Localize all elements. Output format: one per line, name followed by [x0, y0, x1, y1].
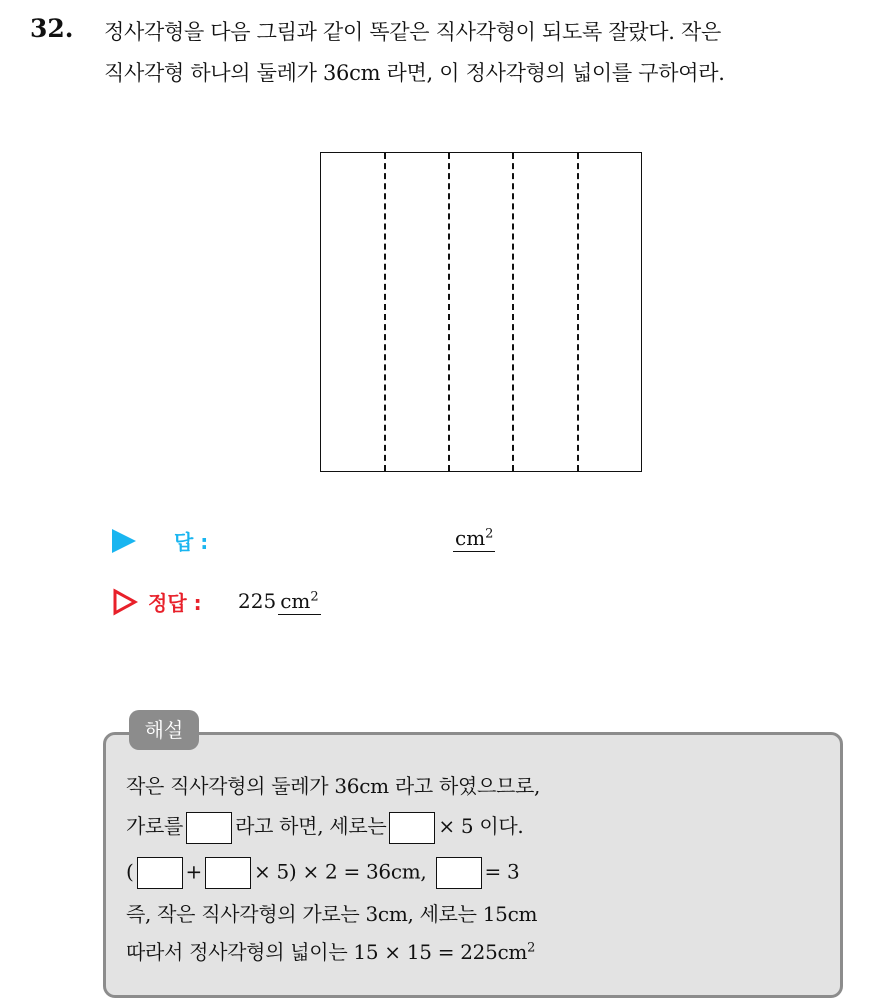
- cut-line-1: [384, 153, 386, 471]
- blank-box: [137, 857, 183, 889]
- blank-box: [389, 812, 435, 844]
- solution-line-2: 가로를 라고 하면, 세로는 × 5 이다.: [126, 810, 523, 844]
- outline-triangle-icon: [112, 588, 138, 616]
- answer-unit[interactable]: $cm^2$: [455, 526, 494, 550]
- solution-line-4: 즉, 작은 직사각형의 가로는 3cm, 세로는 15cm: [126, 902, 538, 926]
- cut-line-4: [577, 153, 579, 471]
- answer-label: 답 :: [174, 530, 209, 554]
- correct-answer-label: 정답 :: [148, 591, 202, 615]
- blank-box: [205, 857, 251, 889]
- cut-line-3: [512, 153, 514, 471]
- play-triangle-icon: [112, 529, 136, 553]
- blank-box: [186, 812, 232, 844]
- correct-answer-value: 225 $cm^2$: [238, 589, 319, 613]
- square-figure: [320, 152, 642, 472]
- blank-box: [436, 857, 482, 889]
- answer-row: [112, 524, 712, 558]
- solution-line-1: 작은 직사각형의 둘레가 36cm 라고 하였으므로,: [126, 774, 541, 798]
- question-text-line-1: 정사각형을 다음 그림과 같이 똑같은 직사각형이 되도록 잘랐다. 작은: [104, 20, 721, 44]
- question-number: 32.: [30, 14, 74, 43]
- cut-line-2: [448, 153, 450, 471]
- solution-line-5: 따라서 정사각형의 넓이는 $15 \times 15 = 225cm^2$: [126, 940, 536, 964]
- solution-line-3: ( + × 5) × 2 = 36cm, = 3: [126, 857, 520, 889]
- correct-answer-row: [112, 585, 712, 619]
- question-text-line-2: 직사각형 하나의 둘레가 36cm 라면, 이 정사각형의 넓이를 구하여라.: [104, 61, 725, 85]
- solution-tag: 해설: [129, 710, 199, 750]
